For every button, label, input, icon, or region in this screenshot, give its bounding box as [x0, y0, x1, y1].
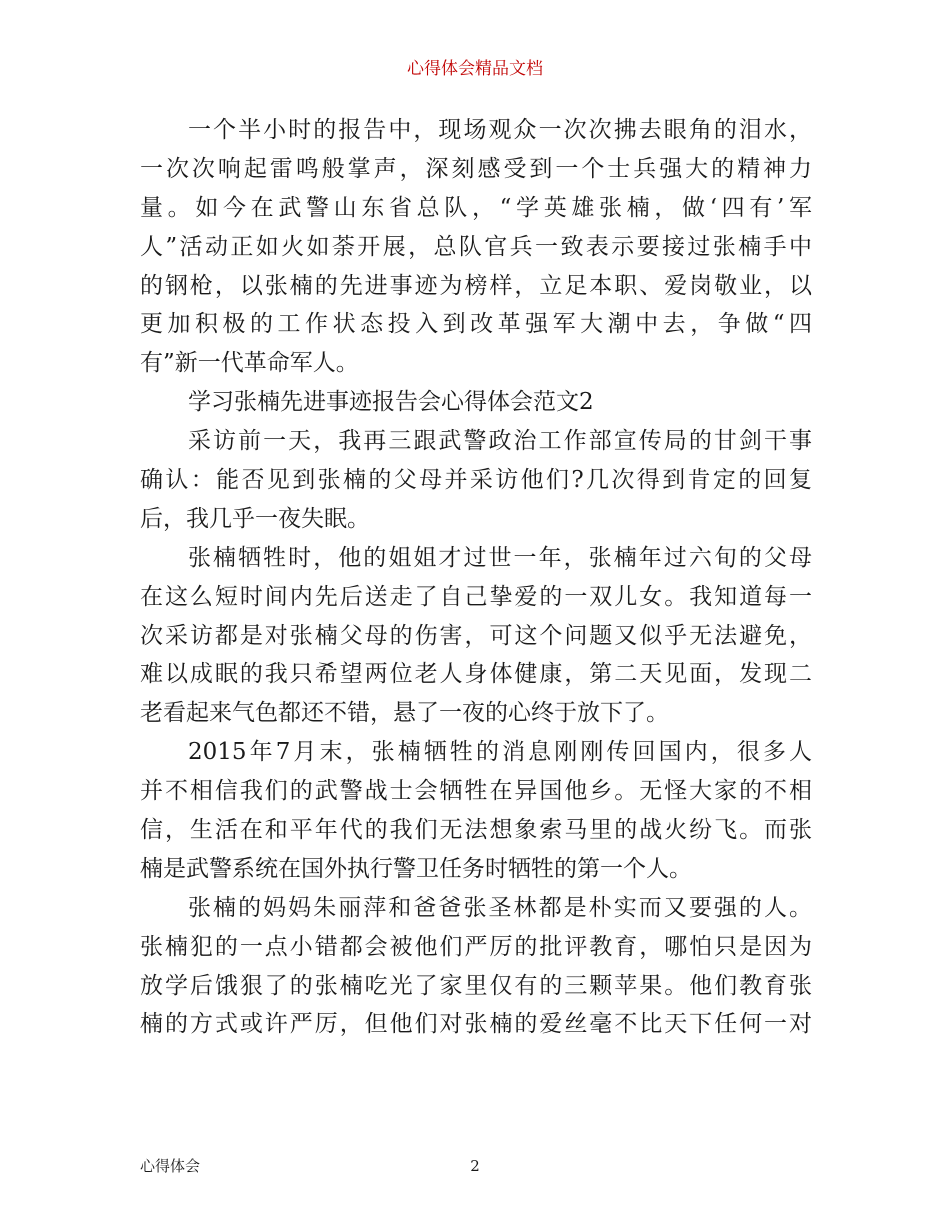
text-line: 张楠牺牲时，他的姐姐才过世一年，张楠年过六旬的父母 [188, 544, 812, 571]
text-line: 张楠犯的一点小错都会被他们严厉的批评教育，哪怕只是因为 [140, 933, 812, 960]
text-line: 楠是武警系统在国外执行警卫任务时牺牲的第一个人。 [140, 855, 692, 882]
text-line: 2015年7月末，张楠牺牲的消息刚刚传回国内，很多人 [188, 739, 812, 766]
text-line: 张楠的妈妈朱丽萍和爸爸张圣林都是朴实而又要强的人。 [188, 894, 812, 921]
text-line: 一次次响起雷鸣般掌声，深刻感受到一个士兵强大的精神力 [140, 155, 812, 182]
text-line: 的钢枪，以张楠的先进事迹为榜样，立足本职、爱岗敬业，以 [140, 272, 812, 299]
page-header-title: 心得体会精品文档 [407, 59, 543, 79]
text-line: 难以成眠的我只希望两位老人身体健康，第二天见面，发现二 [140, 661, 812, 688]
text-line: 楠的方式或许严厉，但他们对张楠的爱丝毫不比天下任何一对 [140, 1011, 812, 1038]
text-line: 次采访都是对张楠父母的伤害，可这个问题又似乎无法避免， [140, 622, 812, 649]
page-number: 2 [470, 1157, 480, 1175]
section-heading: 学习张楠先进事迹报告会心得体会范文2 [188, 389, 594, 416]
footer-label: 心得体会 [140, 1157, 201, 1175]
text-line: 并不相信我们的武警战士会牺牲在异国他乡。无怪大家的不相 [140, 778, 812, 805]
text-line: 在这么短时间内先后送走了自己挚爱的一双儿女。我知道每一 [140, 583, 812, 610]
text-line: 老看起来气色都还不错，悬了一夜的心终于放下了。 [140, 700, 669, 727]
text-line: 放学后饿狠了的张楠吃光了家里仅有的三颗苹果。他们教育张 [140, 972, 812, 999]
text-line: 一个半小时的报告中，现场观众一次次拂去眼角的泪水， [188, 117, 812, 143]
text-line: 确认：能否见到张楠的父母并采访他们?几次得到肯定的回复 [140, 467, 812, 494]
text-line: 有”新一代革命军人。 [140, 350, 359, 377]
document-body [140, 111, 812, 1044]
text-line: 量。如今在武警山东省总队，“学英雄张楠，做‘四有’军 [140, 194, 812, 221]
text-line: 人”活动正如火如荼开展，总队官兵一致表示要接过张楠手中 [140, 233, 812, 260]
text-line: 信，生活在和平年代的我们无法想象索马里的战火纷飞。而张 [140, 817, 812, 844]
text-line: 采访前一天，我再三跟武警政治工作部宣传局的甘剑干事 [188, 428, 812, 455]
text-line: 后，我几乎一夜失眠。 [140, 505, 370, 532]
text-line: 更加积极的工作状态投入到改革强军大潮中去，争做“四 [140, 311, 812, 338]
